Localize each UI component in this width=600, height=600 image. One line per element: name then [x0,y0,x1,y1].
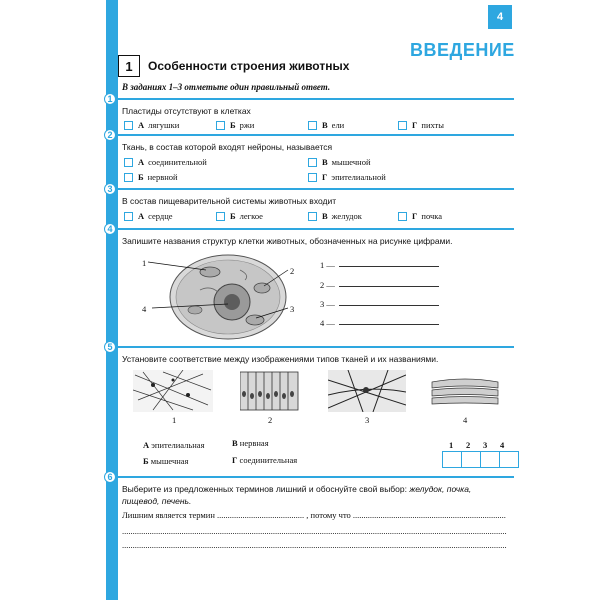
divider [118,98,514,100]
figure-number: 3 [365,415,370,425]
question-text: В состав пищеварительной системы животных входит [122,196,337,206]
divider [118,134,514,136]
grid-cell[interactable] [461,451,481,468]
checkbox[interactable] [124,121,133,130]
tissue-muscle-figure [430,376,500,406]
tissue-name: Г соединительная [232,455,298,465]
question-number: 5 [104,341,116,353]
grid-header: 4 [500,440,505,450]
figure-label: 4 [142,304,147,314]
tissue-connective-figure [133,370,213,412]
answer-grid[interactable] [443,451,519,468]
question-text: Пластиды отсутствуют в клетках [122,106,251,116]
question-number: 2 [104,129,116,141]
topic-number: 1 [118,55,140,77]
option-checkbox[interactable]: В ели [308,120,344,130]
page-number: 4 [488,5,512,29]
divider [118,346,514,348]
checkbox[interactable] [124,173,133,182]
grid-header: 3 [483,440,488,450]
option-checkbox[interactable]: Г эпителиальной [308,172,386,182]
section-title: ВВЕДЕНИЕ [410,40,515,60]
grid-header: 1 [449,440,454,450]
option-checkbox[interactable]: В желудок [308,211,362,221]
question-text: Ткань, в состав которой входят нейроны, называется [122,142,333,152]
tissue-epithelial-figure [240,370,300,412]
checkbox[interactable] [216,212,225,221]
option-checkbox[interactable]: А сердце [124,211,173,221]
question-number: 4 [104,223,116,235]
option-checkbox[interactable]: А соединительной [124,157,207,167]
tissue-name: Б мышечная [143,456,189,466]
figure-number: 1 [172,415,177,425]
grid-header: 2 [466,440,471,450]
tissue-nervous-figure [328,370,406,412]
checkbox[interactable] [398,121,407,130]
answer-line[interactable]: 1 — [320,260,439,270]
left-margin [0,0,106,600]
grid-cell[interactable] [442,451,462,468]
divider [118,476,514,478]
figure-label: 2 [290,266,295,276]
tissue-name: В нервная [232,438,269,448]
topic-title: Особенности строения животных [148,59,350,73]
grid-cell[interactable] [480,451,500,468]
option-checkbox[interactable]: Г почка [398,211,442,221]
divider [118,188,514,190]
instruction: В заданиях 1–3 отметьте один правильный ответ. [122,82,331,92]
option-checkbox[interactable]: Б легкое [216,211,263,221]
checkbox[interactable] [308,158,317,167]
divider [118,228,514,230]
option-checkbox[interactable]: Б нервной [124,172,178,182]
answer-line[interactable]: ..................................................................................................................................................................................... [122,540,507,550]
checkbox[interactable] [216,121,225,130]
option-checkbox[interactable]: Б ржи [216,120,254,130]
option-checkbox[interactable]: В мышечной [308,157,371,167]
answer-line[interactable]: 2 — [320,280,439,290]
checkbox[interactable] [308,212,317,221]
question-number: 1 [104,93,116,105]
checkbox[interactable] [308,173,317,182]
figure-number: 4 [463,415,468,425]
figure-label: 3 [290,304,295,314]
option-checkbox[interactable]: А лягушки [124,120,179,130]
figure-label: 1 [142,258,147,268]
figure-number: 2 [268,415,273,425]
question-text: Установите соответствие между изображениями типов тканей и их названиями. [122,354,439,364]
grid-cell[interactable] [499,451,519,468]
question-text: Выберите из предложенных терминов лишний и обоснуйте свой выбор: желудок, почка, пищевод, печень. [122,484,472,506]
answer-sentence[interactable]: Лишним является термин ......................................... , потому что ........................................................................ [122,510,506,520]
answer-line[interactable]: 4 — [320,318,439,328]
checkbox[interactable] [308,121,317,130]
question-number: 3 [104,183,116,195]
animal-cell-figure [140,250,310,345]
checkbox[interactable] [398,212,407,221]
answer-line[interactable]: ..................................................................................................................................................................................... [122,526,507,536]
question-number: 6 [104,471,116,483]
checkbox[interactable] [124,158,133,167]
checkbox[interactable] [124,212,133,221]
answer-line[interactable]: 3 — [320,299,439,309]
option-checkbox[interactable]: Г пихты [398,120,444,130]
tissue-name: А эпителиальная [143,440,205,450]
question-text: Запишите названия структур клетки животных, обозначенных на рисунке цифрами. [122,236,453,246]
blue-side-bar [106,0,118,600]
